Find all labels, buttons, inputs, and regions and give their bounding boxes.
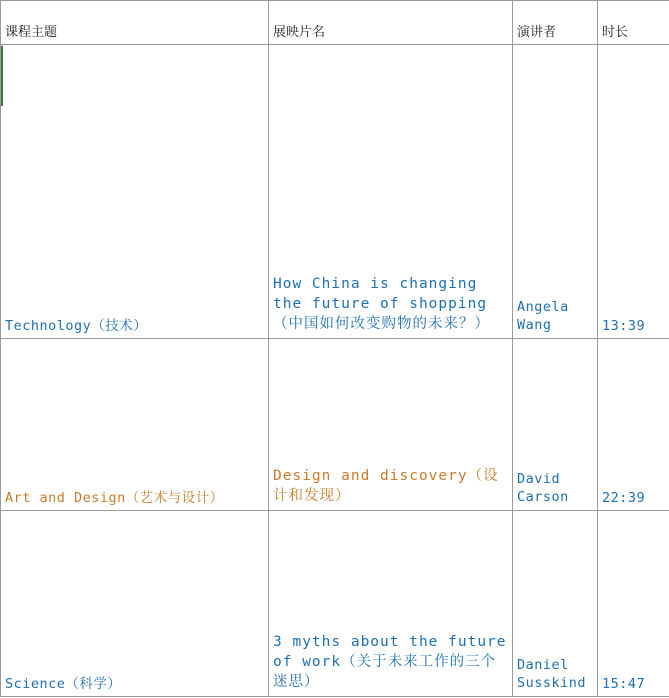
cell-speaker[interactable]: Daniel Susskind: [513, 511, 598, 697]
header-row: [1, 1, 669, 45]
cell-speaker[interactable]: Angela Wang: [513, 45, 598, 339]
column-header-duration[interactable]: 时长: [598, 1, 669, 45]
table-row: [1, 45, 669, 339]
cell-title[interactable]: How China is changing the future of shopping（中国如何改变购物的未来？）: [269, 45, 513, 339]
column-header-speaker[interactable]: 演讲者: [513, 1, 598, 45]
table-header: [1, 1, 669, 45]
cell-duration[interactable]: 22:39: [598, 339, 669, 511]
cell-duration[interactable]: 15:47: [598, 511, 669, 697]
cell-duration[interactable]: 13:39: [598, 45, 669, 339]
table-row: [1, 511, 669, 697]
cell-topic[interactable]: Technology（技术）: [1, 45, 269, 339]
column-header-title[interactable]: 展映片名: [269, 1, 513, 45]
table-row: [1, 339, 669, 511]
row-accent-bar: [1, 46, 3, 106]
cell-title[interactable]: 3 myths about the future of work（关于未来工作的三个迷思）: [269, 511, 513, 697]
table-body: [1, 45, 669, 697]
cell-topic[interactable]: Science（科学）: [1, 511, 269, 697]
column-header-topic[interactable]: 课程主题: [1, 1, 269, 45]
cell-topic[interactable]: Art and Design（艺术与设计）: [1, 339, 269, 511]
cell-speaker[interactable]: David Carson: [513, 339, 598, 511]
cell-title[interactable]: Design and discovery（设计和发现）: [269, 339, 513, 511]
